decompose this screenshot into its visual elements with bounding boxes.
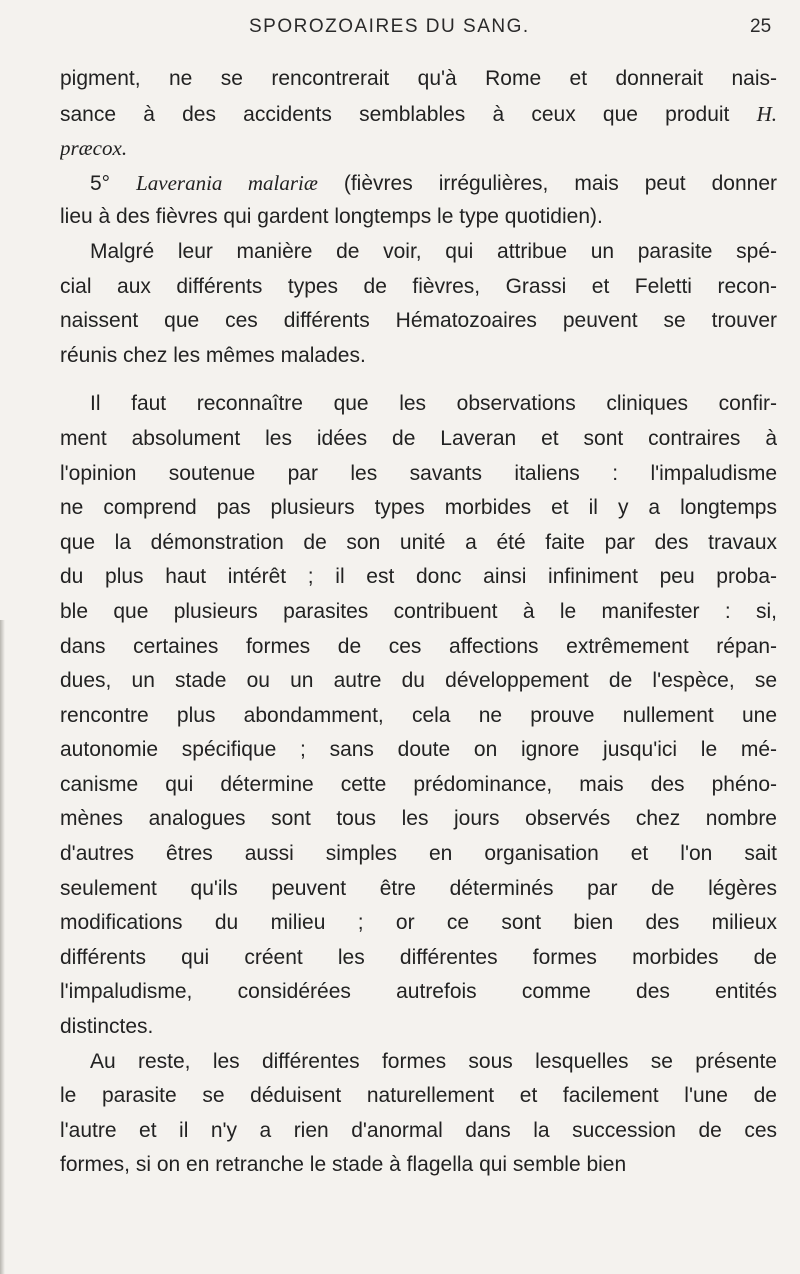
running-head: SPOROZOAIRES DU SANG. — [249, 16, 530, 37]
text-line — [60, 837, 777, 872]
text-line — [60, 941, 777, 976]
text-line — [60, 62, 777, 97]
italic-text: præcox. — [60, 136, 128, 161]
text-segment: d'autres êtres aussi simples en organisation et l'on sait — [60, 842, 777, 866]
text-line — [60, 131, 777, 166]
text-line — [60, 97, 777, 132]
text-segment: Au reste, les différentes formes sous lesquelles se présente — [90, 1049, 777, 1073]
paragraph-gap — [60, 373, 777, 387]
paragraph — [60, 62, 777, 166]
text-segment: distinctes. — [60, 1015, 154, 1039]
italic-text: H. — [756, 101, 777, 126]
text-line — [60, 1079, 777, 1114]
text-segment: que la démonstration de son unité a été faite par des travaux — [60, 530, 777, 554]
paragraph — [60, 166, 777, 235]
page-edge-shadow — [0, 620, 5, 1274]
text-segment: canisme qui détermine cette prédominance, mais des phéno- — [60, 772, 777, 796]
text-segment: ment absolument les idées de Laveran et sont contraires à — [60, 426, 777, 450]
text-segment: modifications du milieu ; or ce sont bien des milieux — [60, 911, 777, 935]
text-line — [60, 664, 777, 699]
text-segment: Malgré leur manière de voir, qui attribue un parasite spé- — [90, 239, 777, 263]
paragraph — [60, 1045, 777, 1183]
text-segment: Il faut reconnaître que les observations cliniques confir- — [90, 392, 777, 416]
page-number: 25 — [750, 16, 772, 37]
text-line — [60, 595, 777, 630]
text-segment: lieu à des fièvres qui gardent longtemps le type quotidien). — [60, 205, 603, 229]
italic-text: Laverania malariæ — [136, 170, 318, 195]
paragraph — [60, 235, 777, 373]
text-line — [60, 699, 777, 734]
text-segment: ble que plusieurs parasites contribuent à le manifester : si, — [60, 599, 777, 623]
text-segment: autonomie spécifique ; sans doute on ignore jusqu'ici le mé- — [60, 738, 777, 762]
text-segment: mènes analogues sont tous les jours observés chez nombre — [60, 807, 777, 831]
text-segment: naissent que ces différents Hématozoaires peuvent se trouver — [60, 309, 777, 333]
text-line — [60, 733, 777, 768]
text-line — [60, 802, 777, 837]
text-line — [60, 1148, 777, 1183]
text-segment: l'opinion soutenue par les savants italiens : l'impaludisme — [60, 461, 777, 485]
text-line — [60, 526, 777, 561]
text-segment: du plus haut intérêt ; il est donc ainsi infiniment peu proba- — [60, 565, 777, 589]
text-line — [60, 166, 777, 201]
text-line — [60, 270, 777, 305]
text-line — [60, 387, 777, 422]
text-line — [60, 200, 777, 235]
text-segment: seulement qu'ils peuvent être déterminés par de légères — [60, 876, 777, 900]
text-line — [60, 630, 777, 665]
text-segment: 5° — [90, 171, 137, 195]
text-line — [60, 457, 777, 492]
text-line — [60, 906, 777, 941]
text-line — [60, 560, 777, 595]
text-line — [60, 304, 777, 339]
text-segment: cial aux différents types de fièvres, Grassi et Feletti recon- — [60, 274, 777, 298]
text-segment: le parasite se déduisent naturellement et facilement l'une de — [60, 1084, 777, 1108]
text-segment: dues, un stade ou un autre du développement de l'espèce, se — [60, 669, 777, 693]
text-line — [60, 872, 777, 907]
text-line — [60, 768, 777, 803]
text-segment: l'autre et il n'y a rien d'anormal dans la succession de ces — [60, 1118, 777, 1142]
text-segment: réunis chez les mêmes malades. — [60, 343, 366, 367]
text-segment: différents qui créent les différentes formes morbides de — [60, 945, 777, 969]
text-line — [60, 422, 777, 457]
text-segment: sance à des accidents semblables à ceux que produit — [60, 102, 757, 126]
text-segment: ne comprend pas plusieurs types morbides et il y a longtemps — [60, 496, 777, 520]
text-segment: pigment, ne se rencontrerait qu'à Rome et donnerait nais- — [60, 67, 777, 90]
text-line — [60, 491, 777, 526]
text-line — [60, 339, 777, 374]
text-segment: l'impaludisme, considérées autrefois comme des entités — [60, 980, 777, 1004]
text-line — [60, 1010, 777, 1045]
text-line — [60, 235, 777, 270]
text-segment: dans certaines formes de ces affections extrêmement répan- — [60, 634, 777, 658]
paragraph — [60, 387, 777, 1044]
body-text — [60, 62, 777, 1183]
page-header — [0, 16, 800, 52]
text-segment: (fièvres irrégulières, mais peut donner — [317, 171, 777, 195]
text-line — [60, 1114, 777, 1149]
text-line — [60, 975, 777, 1010]
text-segment: formes, si on en retranche le stade à flagella qui semble bien — [60, 1153, 627, 1177]
text-segment: rencontre plus abondamment, cela ne prouve nullement une — [60, 703, 777, 727]
text-line — [60, 1045, 777, 1080]
